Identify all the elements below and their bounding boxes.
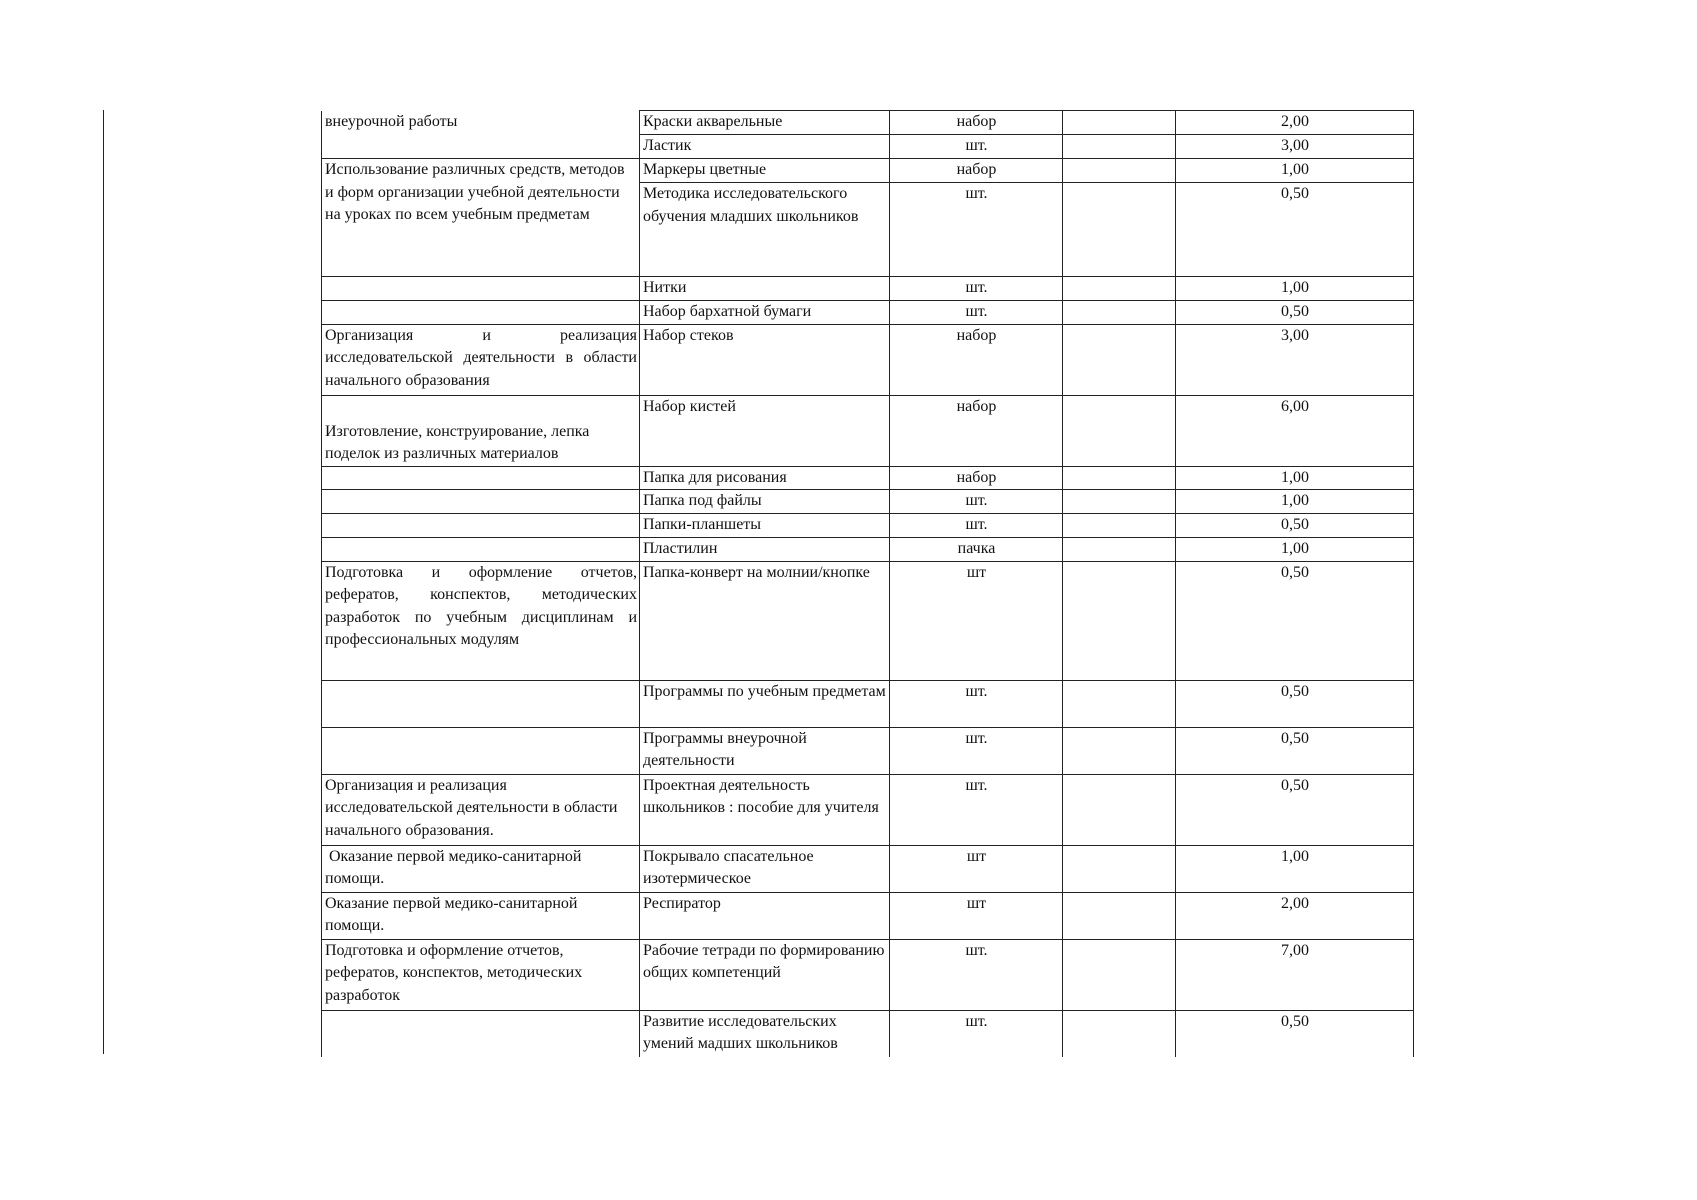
unit-cell: шт. [890,1010,1063,1057]
empty-cell [1063,774,1176,845]
empty-cell [1063,111,1176,135]
table-row [322,939,1414,1010]
empty-cell [1063,537,1176,561]
empty-cell [1063,680,1176,727]
qty-cell: 0,50 [1176,727,1414,774]
unit-cell: шт. [890,301,1063,325]
empty-cell [1063,466,1176,490]
empty-cell [1063,1010,1176,1057]
table-row [322,490,1414,514]
unit-cell: шт. [890,774,1063,845]
qty-cell: 0,50 [1176,1010,1414,1057]
table-row [322,561,1414,680]
table-row [322,845,1414,892]
work-cell [322,301,640,325]
materials-table [321,110,1414,1057]
item-cell: Покрывало спасательное изотермическое [640,845,890,892]
item-cell: Папка для рисования [640,466,890,490]
unit-cell: шт [890,892,1063,939]
unit-cell: набор [890,111,1063,135]
empty-cell [1063,277,1176,301]
item-cell: Нитки [640,277,890,301]
work-cell [322,490,640,514]
empty-cell [1063,301,1176,325]
item-cell: Маркеры цветные [640,159,890,183]
table-row [322,1010,1414,1057]
qty-cell: 0,50 [1176,680,1414,727]
empty-cell [1063,395,1176,466]
item-cell: Методика исследовательского обучения младших школьников [640,183,890,277]
item-cell: Папка-конверт на молнии/кнопке [640,561,890,680]
unit-cell: пачка [890,537,1063,561]
unit-cell: шт [890,561,1063,680]
qty-cell: 0,50 [1176,561,1414,680]
table-row [322,680,1414,727]
unit-cell: набор [890,159,1063,183]
qty-cell: 1,00 [1176,277,1414,301]
work-cell [322,680,640,727]
item-cell: Программы внеурочной деятельности [640,727,890,774]
qty-cell: 3,00 [1176,324,1414,395]
empty-cell [1063,183,1176,277]
table-row [322,892,1414,939]
work-cell: Организация и реализация исследовательской деятельности в области начального образования [322,324,640,395]
unit-cell: набор [890,324,1063,395]
item-cell: Папка под файлы [640,490,890,514]
work-cell: Подготовка и оформление отчетов, рефератов, конспектов, методических разработок по учебным дисциплинам и профессиональных модулям [322,561,640,680]
work-cell [322,277,640,301]
work-cell: Оказание первой медико-санитарной помощи. [322,892,640,939]
empty-cell [1063,159,1176,183]
unit-cell: шт [890,845,1063,892]
table-row [322,514,1414,538]
item-cell: Набор кистей [640,395,890,466]
empty-cell [1063,490,1176,514]
empty-cell [1063,561,1176,680]
qty-cell: 3,00 [1176,135,1414,159]
item-cell: Пластилин [640,537,890,561]
work-cell: Использование различных средств, методов и форм организации учебной деятельности на уроках по всем учебным предметам [322,159,640,277]
work-cell [322,537,640,561]
unit-cell: шт. [890,183,1063,277]
qty-cell: 2,00 [1176,892,1414,939]
unit-cell: шт. [890,727,1063,774]
qty-cell: 0,50 [1176,514,1414,538]
unit-cell: набор [890,395,1063,466]
work-cell: Организация и реализация исследовательской деятельности в области начального образования. [322,774,640,845]
item-cell: Развитие исследовательских умений мадших школьников [640,1010,890,1057]
work-cell [322,1010,640,1057]
unit-cell: шт. [890,680,1063,727]
qty-cell: 1,00 [1176,537,1414,561]
unit-cell: шт. [890,939,1063,1010]
qty-cell: 0,50 [1176,774,1414,845]
work-cell: Подготовка и оформление отчетов, рефератов, конспектов, методических разработок [322,939,640,1010]
table-row [322,727,1414,774]
empty-cell [1063,939,1176,1010]
table-row [322,774,1414,845]
item-cell: Ластик [640,135,890,159]
work-cell: Оказание первой медико-санитарной помощи. [322,845,640,892]
empty-cell [1063,727,1176,774]
work-cell: внеурочной работы [322,111,640,159]
unit-cell: шт. [890,135,1063,159]
qty-cell: 1,00 [1176,845,1414,892]
item-cell: Программы по учебным предметам [640,680,890,727]
qty-cell: 0,50 [1176,183,1414,277]
empty-cell [1063,135,1176,159]
qty-cell: 2,00 [1176,111,1414,135]
qty-cell: 6,00 [1176,395,1414,466]
item-cell: Краски акварельные [640,111,890,135]
qty-cell: 1,00 [1176,159,1414,183]
table-row [322,537,1414,561]
unit-cell: шт. [890,514,1063,538]
work-cell [322,514,640,538]
empty-cell [1063,324,1176,395]
item-cell: Набор бархатной бумаги [640,301,890,325]
table-row [322,301,1414,325]
empty-cell [1063,892,1176,939]
qty-cell: 1,00 [1176,490,1414,514]
empty-cell [1063,514,1176,538]
qty-cell: 0,50 [1176,301,1414,325]
item-cell: Папки-планшеты [640,514,890,538]
unit-cell: шт. [890,277,1063,301]
qty-cell: 7,00 [1176,939,1414,1010]
item-cell: Респиратор [640,892,890,939]
work-cell [322,727,640,774]
empty-cell [1063,845,1176,892]
table-row [322,466,1414,490]
work-cell: Изготовление, конструирование, лепка поделок из различных материалов [322,395,640,466]
unit-cell: набор [890,466,1063,490]
item-cell: Набор стеков [640,324,890,395]
item-cell: Проектная деятельность школьников : пособие для учителя [640,774,890,845]
item-cell: Рабочие тетради по формированию общих компетенций [640,939,890,1010]
table-row [322,395,1414,466]
qty-cell: 1,00 [1176,466,1414,490]
page-margin-rule [103,110,104,1054]
table-row [322,159,1414,183]
unit-cell: шт. [890,490,1063,514]
table-row [322,277,1414,301]
table-row [322,111,1414,135]
work-cell [322,466,640,490]
table-row [322,324,1414,395]
